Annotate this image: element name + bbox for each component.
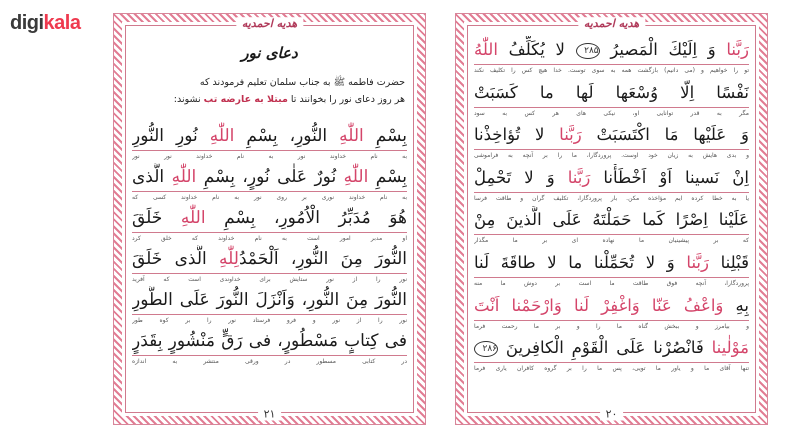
intro-line-1: حضرت فاطمه ﷺ به جناب سلمان تعلیم فرمودند که <box>199 77 405 88</box>
intro-text <box>134 74 405 108</box>
arabic-line: اِنْ نَسينا اَوْ اَخْطَأْنا رَبَّنا وَ لا تَحْمِلْ <box>474 167 749 187</box>
arabic-line: قَبْلِنا رَبَّنا وَ لا تُحَمِّلْنا ما لا طاقَةَ لَنا <box>474 252 749 272</box>
intro-highlight: مبتلا به عارضه تب <box>203 94 288 105</box>
intro-line-2 <box>134 91 405 108</box>
verse-block <box>474 206 749 249</box>
intro-line-2-a: هر روز دعای نور را بخوانند تا <box>290 94 405 105</box>
translation-line: در کتابی مسطور در ورقی منتشر به اندازه <box>132 355 407 366</box>
verse-lines <box>132 122 407 368</box>
page-frame <box>467 17 756 421</box>
verse-block <box>132 204 407 245</box>
page-frame <box>125 17 414 421</box>
verse-block <box>132 286 407 327</box>
arabic-line: نَفْسًا اِلّا وُسْعَها لَها ما كَسَبَتْ <box>474 82 749 102</box>
translation-line: که بر پیشینیان ما نهاده ای بر ما مگذار <box>474 234 749 245</box>
translation-line: تو را خواهیم و (می دانیم) بازگشت همه به سوی توست. خدا هیچ کس را تکلیف نکند <box>474 64 749 75</box>
translation-line: پروردگارا، آنچه فوق طاقت ما است بر دوش ما منه <box>474 277 749 288</box>
verse-block <box>474 292 749 335</box>
arabic-line: بِهِ وَاعْفُ عَنّا وَاغْفِرْ لَنا وَارْحَمْنا اَنْتَ <box>474 295 749 315</box>
logo-kala: kala <box>43 12 81 34</box>
arabic-line: وَ عَلَيْها مَا اكْتَسَبَتْ رَبَّنا لا تُؤاخِذْنا <box>474 125 749 145</box>
book-page-right <box>455 13 768 425</box>
ayah-number-285: ۲۸۵ <box>576 43 600 59</box>
book-page-left <box>113 13 426 425</box>
arabic-line: هُوَ مُدَبِّرُ الْاُمُورِ، بِسْمِ اللّٰهِ خَلَقَ <box>132 208 407 228</box>
arabic-line: عَلَيْنا اِصْرًا كَما حَمَلْتَهُ عَلَى الَّذينَ مِنْ <box>474 210 749 230</box>
verse-block <box>474 164 749 207</box>
translation-line: به نام خداوند نور به نام خداوند نور نور <box>132 150 407 161</box>
arabic-line: بِسْمِ اللّٰهِ النُّورِ، بِسْمِ اللّٰهِ نُورِ النُّورِ <box>132 126 407 146</box>
intro-line-2-c: نشوند: <box>173 94 201 105</box>
page-header: هدیه احمدیه <box>236 17 303 30</box>
arabic-line: فى كِتابٍ مَسْطُورٍ، فى رَقٍّ مَنْشُورٍ بِقَدَرٍ <box>132 331 407 351</box>
arabic-line: بِسْمِ اللّٰهِ نُورٌ عَلٰى نُورٍ، بِسْمِ اللّٰهِ الَّذى <box>132 167 407 187</box>
translation-line: و بیامرز و ببخش گناه ما را و بر ما رحمت فرما <box>474 320 749 331</box>
arabic-line: رَبَّنا وَ اِلَيْكَ الْمَصيرُ ۲۸۵ لا يُكَلِّفُ اللّٰهُ <box>474 40 749 59</box>
verse-block <box>474 249 749 292</box>
translation-line: او مدبر امور است به نام خداوند که خلق کرد <box>132 232 407 243</box>
translation-line: به نام خداوند نوری بر روی نور به نام خداوند کسی که <box>132 191 407 202</box>
translation-line: نور را از نور ستایش برای خداوندی است که آفرید <box>132 273 407 284</box>
arabic-line: مَوْلٰينا فَانْصُرْنا عَلَى الْقَوْمِ الْكافِرينَ ۲۸۶ <box>474 334 749 362</box>
translation-line: نور را از نور و فرو فرستاد نور را بر کوه طور <box>132 314 407 325</box>
verse-block <box>132 245 407 286</box>
brand-logo[interactable] <box>10 12 80 35</box>
verse-block <box>132 327 407 368</box>
verse-block <box>474 121 749 164</box>
translation-line: تنها آقای ما و یاور ما تویی، پس ما را بر گروه کافران یاری فرما <box>474 362 749 373</box>
arabic-line: النُّورَ مِنَ النُّورِ، وَاَنْزَلَ النُّورَ عَلَى الطُّورِ <box>132 290 407 310</box>
verse-block <box>474 334 749 377</box>
page-number: ۲۰ <box>600 408 624 421</box>
translation-line: یا به خطا کرده ایم مؤاخذه مکن. بار پروردگارا، تکلیف گران و طاقت فرسا <box>474 192 749 203</box>
prayer-title: دعای نور <box>241 44 298 62</box>
translation-line: مگر به قدر توانایی او، نیکی های هر کس به سود <box>474 107 749 118</box>
verse-block <box>132 122 407 163</box>
verse-block <box>474 36 749 79</box>
arabic-line: النُّورَ مِنَ النُّورِ، اَلْحَمْدُلِلّٰهِ الَّذى خَلَقَ <box>132 249 407 269</box>
verse-block <box>474 79 749 122</box>
page-number: ۲۱ <box>258 408 282 421</box>
translation-line: و بدی هایش به زیان خود اوست. پروردگارا، ما را بر آنچه به فراموشی <box>474 149 749 160</box>
page-header: هدیه احمدیه <box>578 17 645 30</box>
verse-lines <box>474 36 749 377</box>
logo-digi: digi <box>10 12 44 34</box>
ayah-number-286: ۲۸۶ <box>474 341 498 357</box>
verse-block <box>132 163 407 204</box>
